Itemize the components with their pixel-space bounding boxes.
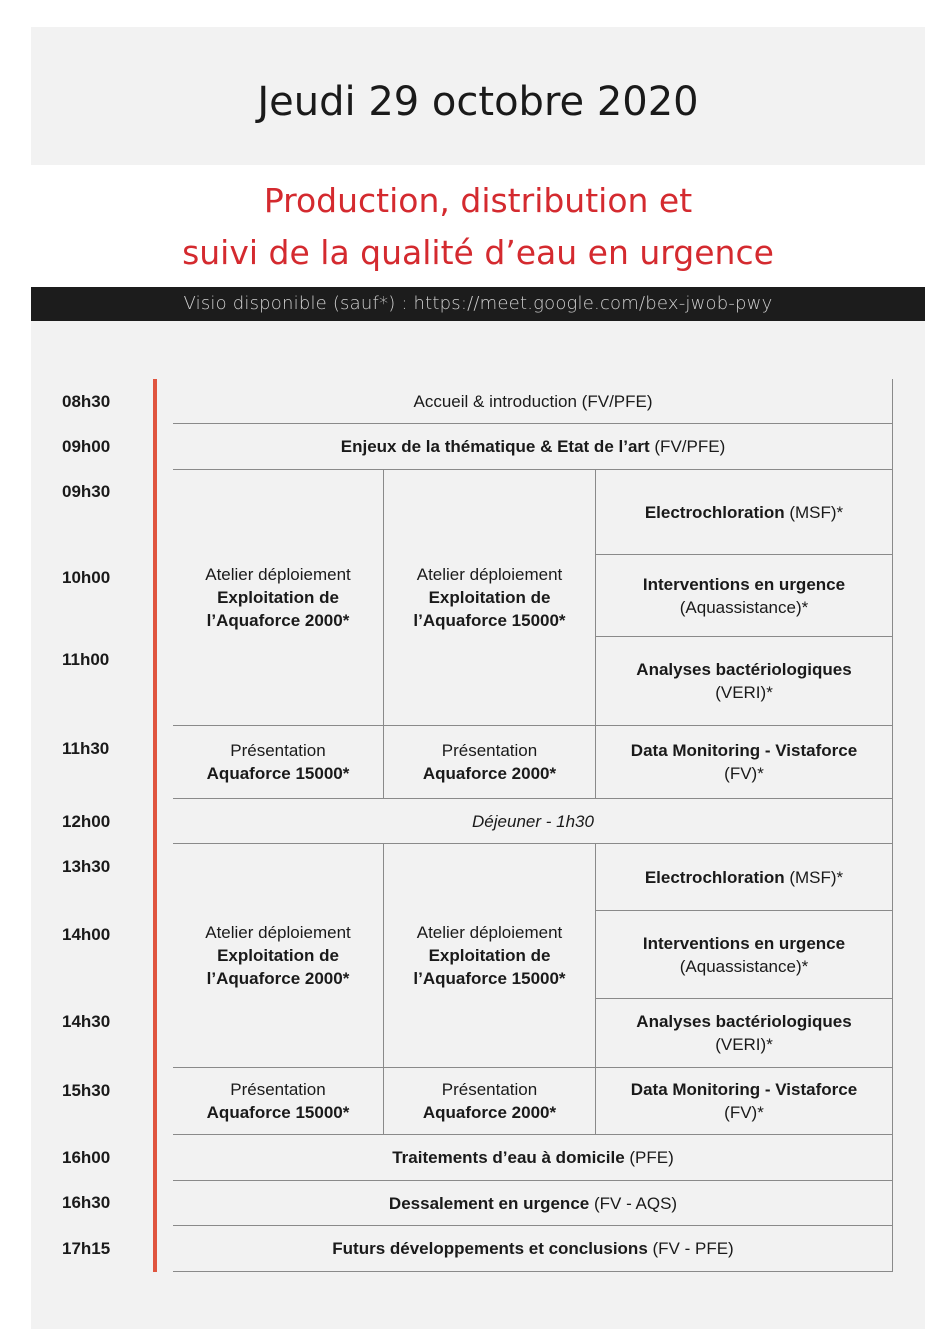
session-speaker: (FV/PFE): [649, 437, 726, 456]
session-title: Electrochloration: [644, 867, 785, 887]
session-speaker: (VERI)*: [715, 683, 773, 702]
session-title: Data Monitoring - Vistaforce: [630, 741, 858, 760]
session-title: Interventions en urgence: [642, 933, 846, 953]
session-speaker: (Aquassistance)*: [679, 597, 809, 617]
session-data-monitoring-morning: [596, 726, 892, 798]
session-title: Enjeux de la thématique & Etat de l’art: [340, 437, 650, 456]
session-speaker: (FV)*: [724, 764, 764, 783]
session-atelier-2000-morning: [173, 470, 383, 725]
session-speaker: (PFE): [624, 1148, 674, 1167]
time-label: 10h00: [62, 568, 111, 587]
session-text: Accueil & introduction (FV/PFE): [413, 391, 653, 411]
timeline-line: [153, 379, 157, 1272]
session-title: Dessalement en urgence: [388, 1193, 590, 1213]
session-title: Analyses bactériologiques: [636, 1012, 852, 1031]
session-title: Futurs développements et conclusions: [332, 1239, 648, 1258]
session-enjeux: [173, 424, 893, 469]
session-title: Interventions en urgence: [642, 574, 846, 594]
session-prefix: Présentation: [441, 741, 538, 760]
session-presentation-2000-morning: [384, 726, 595, 798]
session-title: Analyses bactériologiques: [636, 660, 852, 679]
time-label: 08h30: [62, 392, 111, 411]
session-title: Aquaforce 15000*: [206, 1103, 350, 1122]
session-speaker: (MSF)*: [784, 502, 844, 522]
session-title: Exploitation de l’Aquaforce 2000*: [206, 946, 350, 988]
session-prefix: Atelier déploiement: [416, 565, 563, 584]
time-label: 09h30: [62, 482, 111, 501]
grid-line-h: [173, 1271, 893, 1272]
session-speaker: (VERI)*: [715, 1035, 773, 1054]
session-prefix: Présentation: [230, 1080, 326, 1099]
session-interventions-afternoon: [596, 911, 892, 998]
session-analyses-afternoon: [596, 999, 892, 1067]
time-label: 12h00: [62, 812, 111, 831]
session-title: Exploitation de l’Aquaforce 15000*: [413, 588, 566, 630]
session-prefix: Présentation: [230, 741, 326, 760]
session-interventions-morning: [596, 555, 892, 636]
session-title: Aquaforce 2000*: [422, 1103, 557, 1122]
session-accueil: [173, 379, 893, 423]
session-speaker: (FV - AQS): [589, 1193, 678, 1213]
time-label: 16h30: [62, 1193, 111, 1212]
session-title: Data Monitoring - Vistaforce: [630, 1080, 858, 1099]
session-speaker: (MSF)*: [784, 867, 844, 887]
time-label: 13h30: [62, 857, 111, 876]
session-prefix: Présentation: [441, 1080, 538, 1099]
time-label: 11h00: [62, 650, 110, 669]
session-presentation-2000-afternoon: [384, 1068, 595, 1134]
time-label: 16h00: [62, 1148, 111, 1167]
session-title: Aquaforce 15000*: [206, 764, 350, 783]
session-speaker: (FV)*: [724, 1103, 764, 1122]
session-prefix: Atelier déploiement: [205, 923, 351, 942]
session-prefix: Atelier déploiement: [416, 923, 563, 942]
visio-link-bar[interactable]: Visio disponible (sauf*) : https://meet.google.com/bex-jwob-pwy: [31, 287, 925, 321]
session-electrochloration-morning: [596, 470, 892, 554]
session-title: Electrochloration: [644, 502, 785, 522]
session-text: Déjeuner - 1h30: [472, 811, 594, 831]
time-label: 09h00: [62, 437, 111, 456]
session-title: Traitements d’eau à domicile: [392, 1148, 625, 1167]
time-label: 14h00: [62, 925, 111, 944]
session-title: Aquaforce 2000*: [422, 764, 557, 783]
session-traitements: [173, 1135, 893, 1180]
event-title-line-1: Production, distribution et: [263, 181, 693, 220]
session-atelier-15000-afternoon: [384, 844, 595, 1067]
session-data-monitoring-afternoon: [596, 1068, 892, 1134]
event-title-line-2: suivi de la qualité d’eau en urgence: [182, 233, 774, 272]
session-dejeuner: [173, 799, 893, 843]
session-prefix: Atelier déploiement: [205, 565, 351, 584]
time-label: 17h15: [62, 1239, 111, 1258]
time-label: 15h30: [62, 1081, 111, 1100]
session-speaker: (Aquassistance)*: [679, 956, 809, 976]
session-atelier-15000-morning: [384, 470, 595, 725]
session-dessalement: [173, 1181, 893, 1225]
session-futurs: [173, 1226, 893, 1271]
session-title: Exploitation de l’Aquaforce 15000*: [413, 946, 566, 988]
session-title: Exploitation de l’Aquaforce 2000*: [206, 588, 350, 630]
session-atelier-2000-afternoon: [173, 844, 383, 1067]
session-presentation-15000-morning: [173, 726, 383, 798]
session-speaker: (FV - PFE): [647, 1239, 734, 1258]
session-presentation-15000-afternoon: [173, 1068, 383, 1134]
page-date-title: Jeudi 29 octobre 2020: [257, 79, 699, 125]
session-electrochloration-afternoon: [596, 844, 892, 910]
time-label: 11h30: [62, 739, 110, 758]
session-analyses-morning: [596, 637, 892, 725]
time-label: 14h30: [62, 1012, 111, 1031]
